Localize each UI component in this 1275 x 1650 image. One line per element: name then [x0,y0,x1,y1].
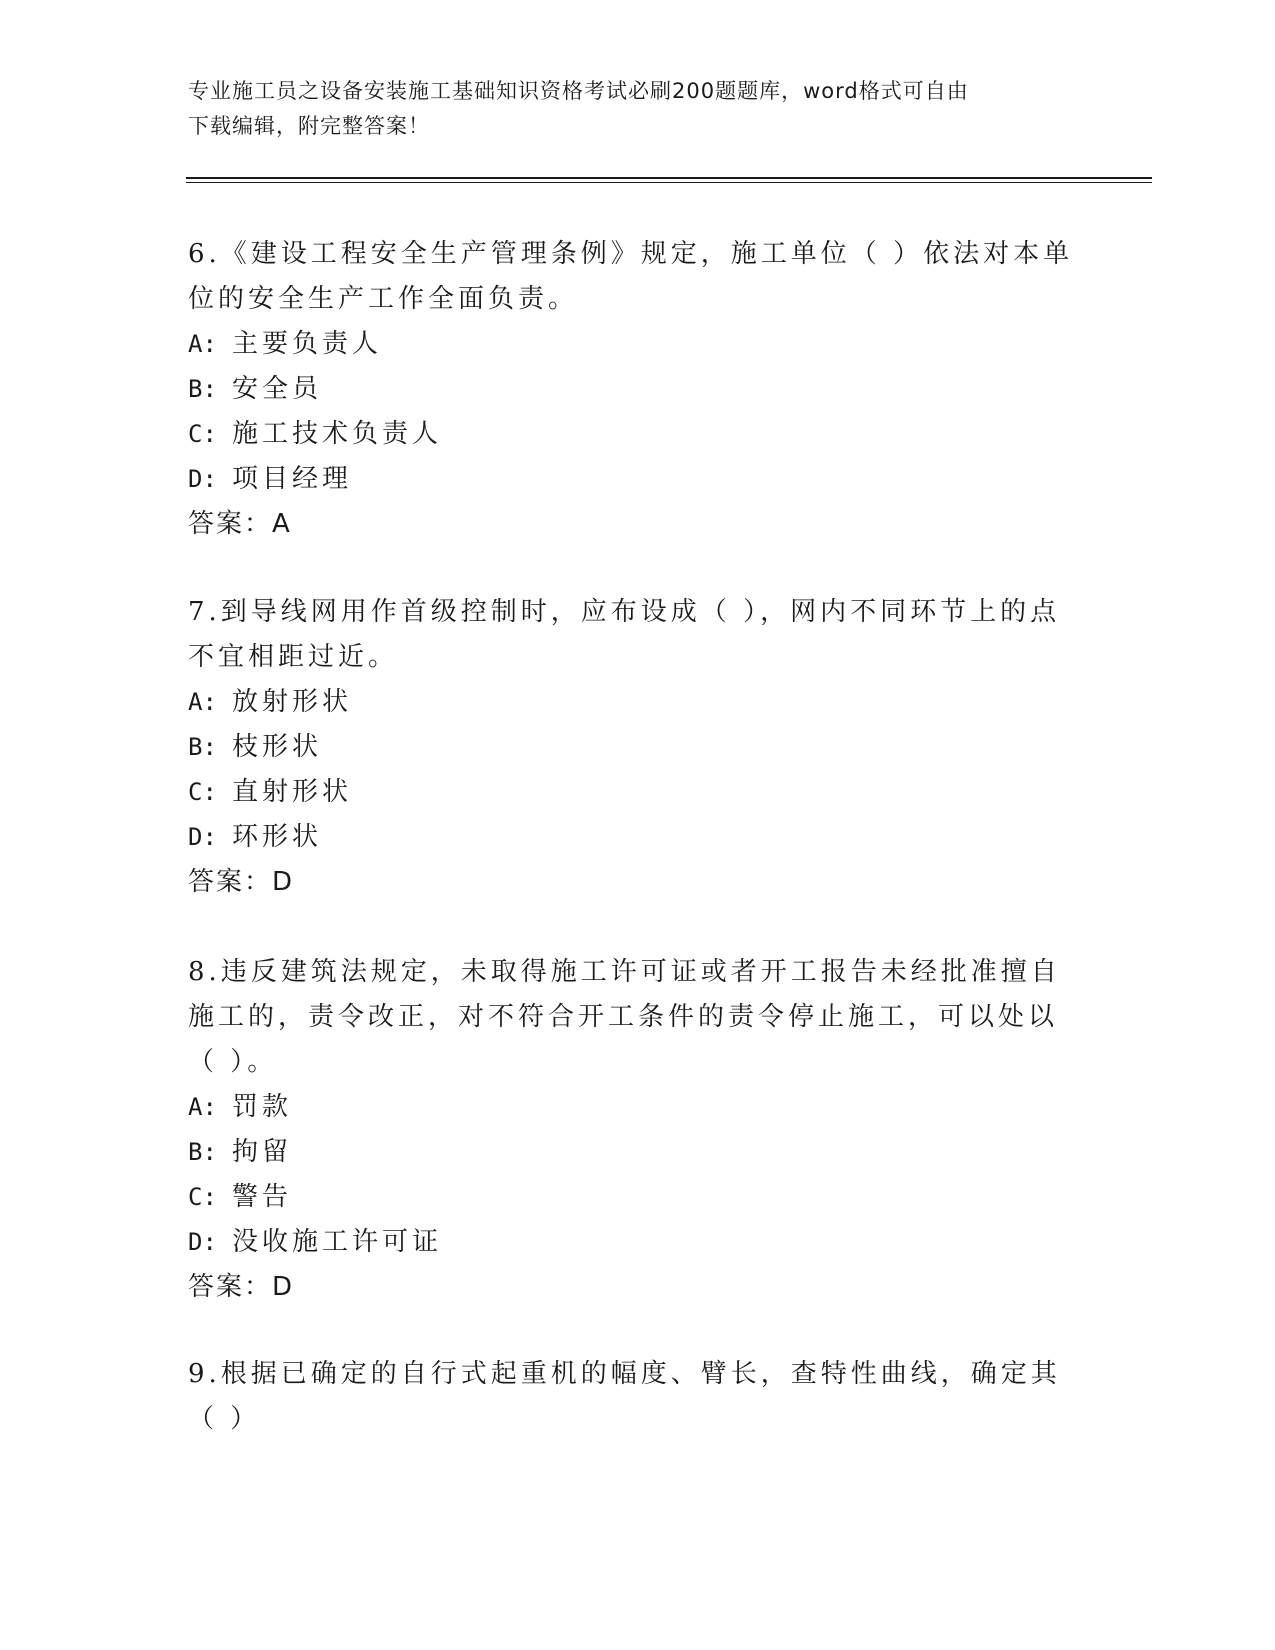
option-a [188,680,1078,725]
header-line-2: 下载编辑，附完整答案！ [188,114,430,138]
option-text: 安全员 [232,374,323,404]
option-a [188,1085,1078,1130]
option-d [188,1220,1078,1265]
option-b [188,725,1078,770]
option-letter: C: [188,420,217,448]
option-text: 没收施工许可证 [232,1227,443,1257]
answer-line: 答案：A [188,509,292,539]
option-d [188,815,1078,860]
option-d [188,457,1078,502]
question-stem: 7.到导线网用作首级控制时，应布设成（ ），网内不同环节上的点不宜相距过近。 [188,597,1061,672]
option-letter: A: [188,688,217,716]
option-text: 施工技术负责人 [232,419,443,449]
option-c [188,770,1078,815]
question-stem: 8.违反建筑法规定，未取得施工许可证或者开工报告未经批准擅自施工的，责令改正，对不符合开工条件的责令停止施工，可以处以（ ）。 [188,957,1061,1077]
question-7 [188,590,1078,905]
option-letter: A: [188,1093,217,1121]
answer-line: 答案：D [188,867,295,897]
option-letter: D: [188,465,217,493]
answer-line: 答案：D [188,1272,295,1302]
option-text: 环形状 [232,822,323,852]
option-letter: D: [188,823,217,851]
question-6 [188,232,1078,547]
option-c [188,412,1078,457]
option-text: 警告 [232,1182,293,1212]
header-divider-thin [186,182,1152,183]
option-letter: A: [188,330,217,358]
option-text: 枝形状 [232,732,323,762]
question-stem: 6.《建设工程安全生产管理条例》规定，施工单位（ ）依法对本单位的安全生产工作全面负责。 [188,239,1074,314]
option-b [188,1130,1078,1175]
option-letter: D: [188,1228,217,1256]
document-header [188,74,1068,144]
header-divider-thick [186,177,1152,179]
option-letter: B: [188,375,217,403]
question-9 [188,1352,1078,1442]
option-text: 项目经理 [232,464,353,494]
option-letter: C: [188,778,217,806]
option-text: 直射形状 [232,777,353,807]
option-c [188,1175,1078,1220]
question-8 [188,950,1078,1310]
option-letter: B: [188,1138,217,1166]
option-letter: C: [188,1183,217,1211]
header-line-1: 专业施工员之设备安装施工基础知识资格考试必刷200题题库，word格式可自由 [188,79,969,103]
option-b [188,367,1078,412]
question-stem: 9.根据已确定的自行式起重机的幅度、臂长，查特性曲线，确定其（ ） [188,1359,1061,1434]
option-text: 拘留 [232,1137,293,1167]
option-text: 罚款 [232,1092,293,1122]
option-letter: B: [188,733,217,761]
option-text: 主要负责人 [232,329,383,359]
option-a [188,322,1078,367]
option-text: 放射形状 [232,687,353,717]
